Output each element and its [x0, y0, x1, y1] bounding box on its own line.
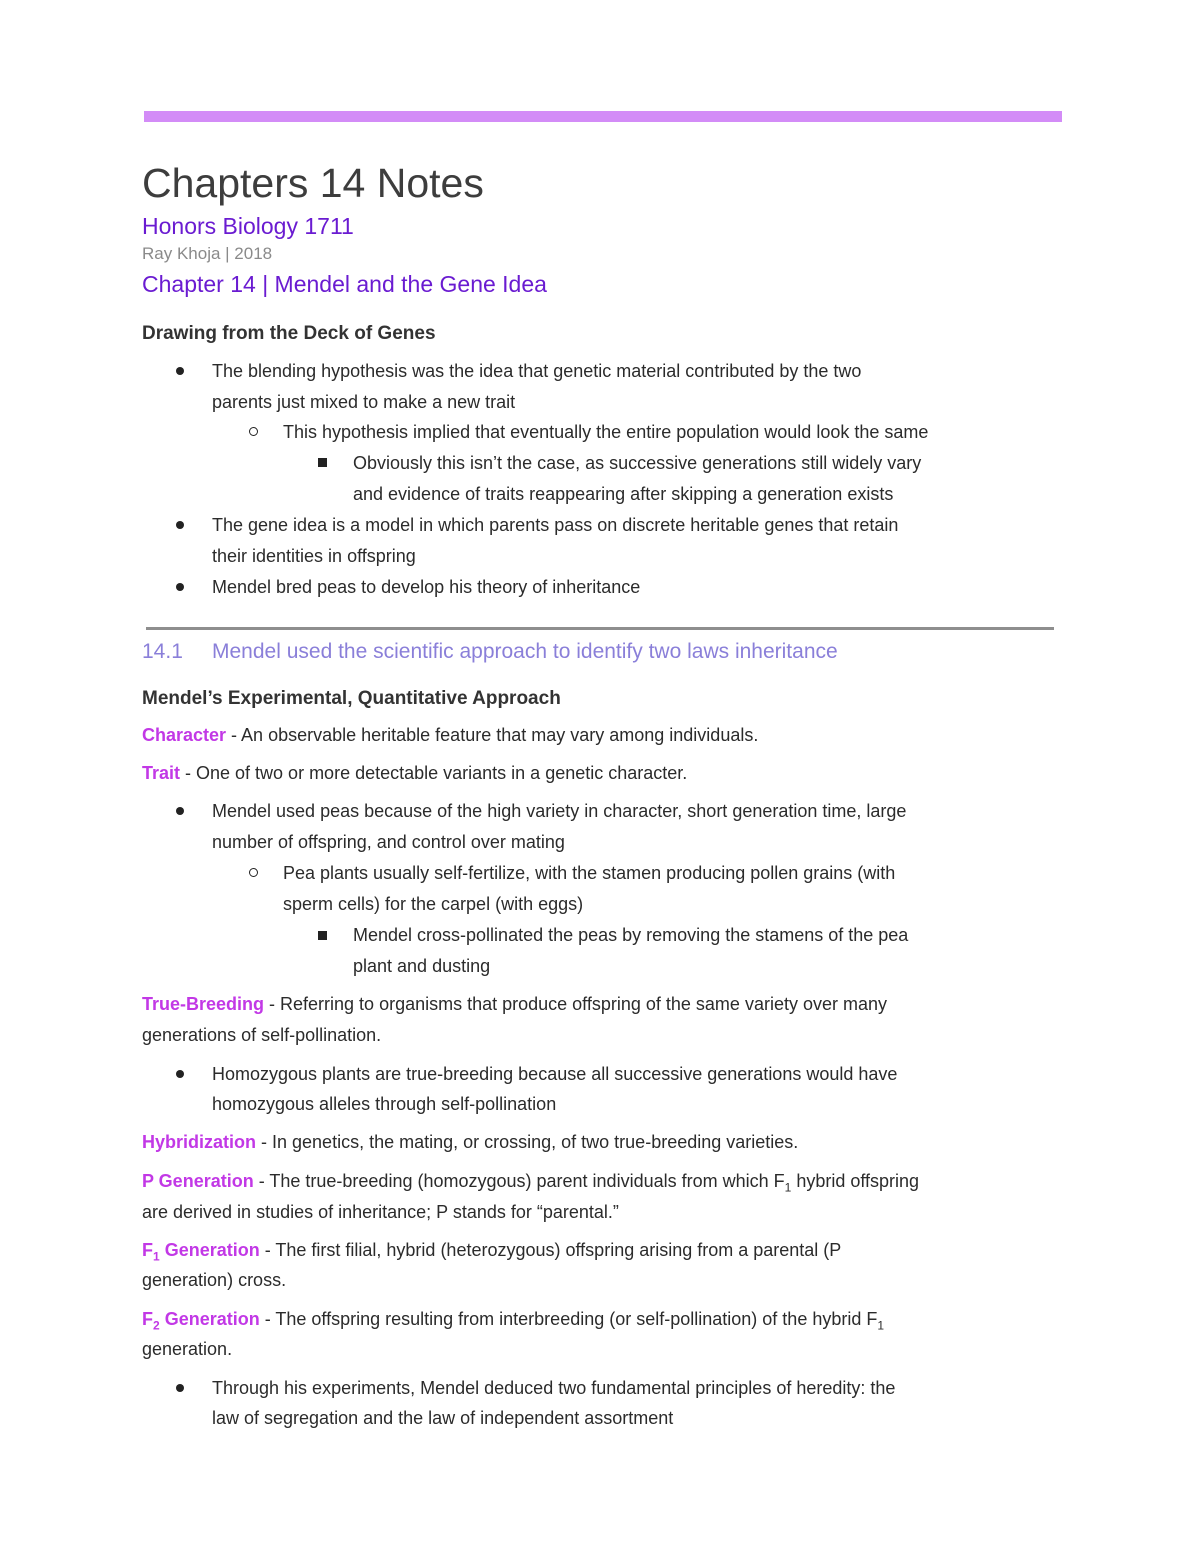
bullet-text: homozygous alleles through self-pollination	[212, 1094, 557, 1114]
term-label: $F_2$ Generation	[142, 1309, 260, 1333]
bullet-icon	[176, 1384, 184, 1392]
course-subtitle: Honors Biology 1711	[142, 213, 354, 239]
term-f1-generation	[142, 1238, 841, 1269]
term-label: Hybridization	[142, 1132, 257, 1152]
term-trait	[142, 761, 687, 785]
term-definition: - The true-breeding (homozygous) parent individuals from which F	[253, 1171, 785, 1191]
bullet-icon	[176, 807, 184, 815]
term-definition-cont: generations of self-pollination.	[142, 1025, 382, 1045]
bullet-text: Through his experiments, Mendel deduced two fundamental principles of heredity: the	[212, 1378, 896, 1398]
term-label: P Generation	[142, 1171, 254, 1191]
bullet-icon	[176, 583, 184, 591]
term-p-generation	[142, 1169, 919, 1200]
bullet-icon	[176, 367, 184, 375]
term-definition-cont: generation.	[142, 1339, 233, 1359]
term-label: $F_1$ Generation	[142, 1240, 260, 1264]
chapter-heading: Chapter 14 | Mendel and the Gene Idea	[142, 271, 547, 297]
bullet-icon	[176, 521, 184, 529]
square-bullet-icon	[318, 458, 327, 467]
bullet-text: Pea plants usually self-fertilize, with the stamen producing pollen grains (with	[283, 863, 896, 883]
term-definition: - One of two or more detectable variants in a genetic character.	[180, 763, 688, 783]
section-title: Mendel used the scientific approach to identify two laws inheritance	[212, 640, 838, 663]
intro-line: Mendel bred peas to develop his theory of inheritance	[212, 577, 641, 597]
term-label: Trait	[142, 763, 181, 783]
bullet-text: sperm cells) for the carpel (with eggs)	[283, 894, 584, 914]
term-definition: hybrid offspring	[791, 1171, 920, 1191]
hollow-bullet-icon	[249, 427, 258, 436]
section-heading: Mendel’s Experimental, Quantitative Approach	[142, 688, 561, 709]
intro-line: The gene idea is a model in which parents pass on discrete heritable genes that retain	[212, 515, 899, 535]
term-definition-cont: are derived in studies of inheritance; P stands for “parental.”	[142, 1202, 619, 1222]
term-definition-cont: generation) cross.	[142, 1270, 287, 1290]
bullet-text: law of segregation and the law of independent assortment	[212, 1408, 674, 1428]
intro-line: their identities in offspring	[212, 546, 416, 566]
bullet-text: Mendel used peas because of the high variety in character, short generation time, large	[212, 801, 907, 821]
intro-heading: Drawing from the Deck of Genes	[142, 323, 436, 344]
intro-line: and evidence of traits reappearing after skipping a generation exists	[353, 484, 894, 504]
intro-line: parents just mixed to make a new trait	[212, 392, 516, 412]
bullet-text: Mendel cross-pollinated the peas by removing the stamens of the pea	[353, 925, 909, 945]
document-title: Chapters 14 Notes	[142, 160, 484, 206]
intro-line: Obviously this isn’t the case, as successive generations still widely vary	[353, 453, 922, 473]
intro-line: This hypothesis implied that eventually the entire population would look the same	[283, 422, 929, 442]
term-definition: - The offspring resulting from interbreeding (or self-pollination) of the hybrid F	[259, 1309, 878, 1329]
section-divider	[146, 627, 1054, 630]
term-character	[142, 723, 758, 747]
term-definition: - In genetics, the mating, or crossing, of two true-breeding varieties.	[256, 1132, 799, 1152]
term-definition: - The first filial, hybrid (heterozygous) offspring arising from a parental (P	[259, 1240, 842, 1260]
header-accent-bar	[144, 111, 1062, 122]
square-bullet-icon	[318, 931, 327, 940]
term-hybridization	[142, 1130, 798, 1154]
term-definition: - Referring to organisms that produce offspring of the same variety over many	[264, 994, 887, 1014]
intro-line: The blending hypothesis was the idea that genetic material contributed by the two	[212, 361, 862, 381]
author-line: Ray Khoja | 2018	[142, 244, 273, 263]
bullet-text: number of offspring, and control over mating	[212, 832, 565, 852]
subscript: 1	[877, 1318, 885, 1333]
term-f2-generation	[142, 1307, 884, 1338]
bullet-text: plant and dusting	[353, 956, 491, 976]
section-number: 14.1	[142, 640, 183, 663]
hollow-bullet-icon	[249, 868, 258, 877]
bullet-icon	[176, 1070, 184, 1078]
term-definition: - An observable heritable feature that may vary among individuals.	[226, 725, 759, 745]
term-label: True-Breeding	[142, 994, 265, 1014]
term-label: Character	[142, 725, 227, 745]
subscript: 1	[784, 1180, 792, 1195]
bullet-text: Homozygous plants are true-breeding because all successive generations would have	[212, 1064, 898, 1084]
term-true-breeding	[142, 992, 887, 1016]
